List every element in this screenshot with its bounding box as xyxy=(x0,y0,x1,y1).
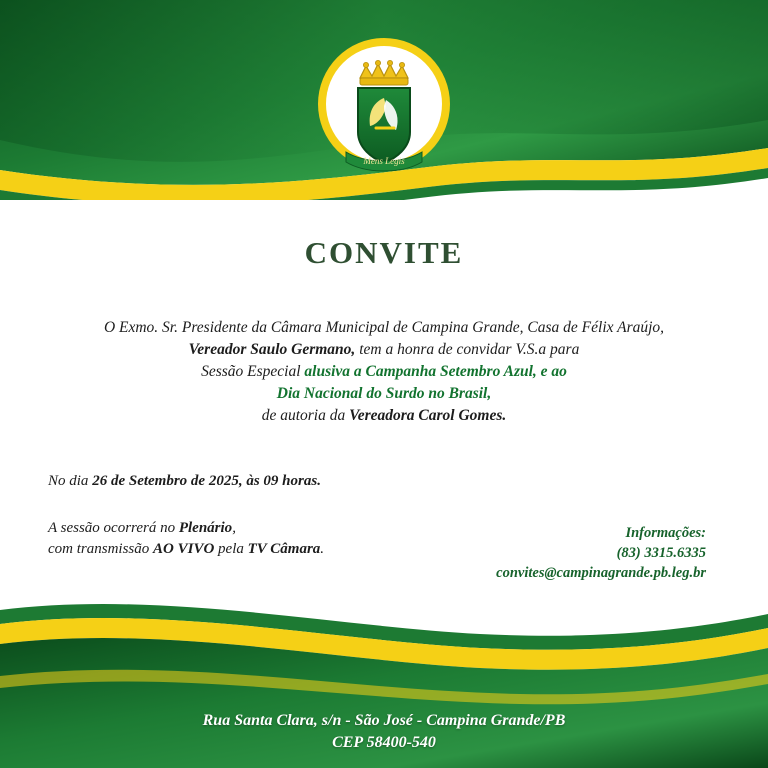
contact-info xyxy=(496,523,706,583)
event-broadcast-mid: pela xyxy=(214,541,248,557)
contact-phone[interactable]: (83) 3315.6335 xyxy=(616,545,706,561)
event-date-prefix: No dia xyxy=(48,473,93,489)
event-broadcast-prefix: com transmissão xyxy=(48,541,154,557)
coat-of-arms-icon xyxy=(316,36,452,172)
event-broadcast-live: AO VIVO xyxy=(153,541,215,557)
event-broadcast-channel: TV Câmara xyxy=(247,541,321,557)
contact-email[interactable]: convites@campinagrande.pb.leg.br xyxy=(496,565,706,581)
invite-line-2 xyxy=(0,339,768,361)
invite-line-4 xyxy=(0,383,768,405)
footer-cep: CEP 58400-540 xyxy=(332,734,436,751)
event-place-prefix: A sessão ocorrerá no xyxy=(48,520,179,536)
event-date-line xyxy=(48,471,768,492)
crest-motto: Mens Legis xyxy=(363,156,405,166)
event-broadcast-suffix: . xyxy=(320,541,325,557)
footer-address xyxy=(0,710,768,754)
event-place-suffix: , xyxy=(232,520,236,536)
invite-line-3 xyxy=(0,361,768,383)
invitation-content xyxy=(0,205,768,581)
invite-campaign-2: Dia Nacional do Surdo no Brasil, xyxy=(276,385,492,402)
invite-author-name: Vereadora Carol Gomes. xyxy=(349,407,507,424)
event-date-value: 26 de Setembro de 2025, às 09 horas. xyxy=(92,473,321,489)
footer-street: Rua Santa Clara, s/n - São José - Campina Grande/PB xyxy=(202,712,566,729)
invitation-paragraph xyxy=(0,317,768,427)
invite-campaign-1: alusiva a Campanha Setembro Azul, e ao xyxy=(304,363,567,380)
invite-line-1: O Exmo. Sr. Presidente da Câmara Municipal de Campina Grande, Casa de Félix Araújo, xyxy=(103,319,665,336)
event-place-value: Plenário xyxy=(178,520,233,536)
invite-line-2-rest: tem a honra de convidar V.S.a para xyxy=(355,341,580,358)
invite-line-5 xyxy=(0,405,768,427)
invite-host-name: Vereador Saulo Germano, xyxy=(188,341,356,358)
contact-heading: Informações: xyxy=(625,525,706,541)
invite-author-label: de autoria da xyxy=(261,407,350,424)
invite-session-label: Sessão Especial xyxy=(201,363,305,380)
page-title: CONVITE xyxy=(304,235,464,270)
